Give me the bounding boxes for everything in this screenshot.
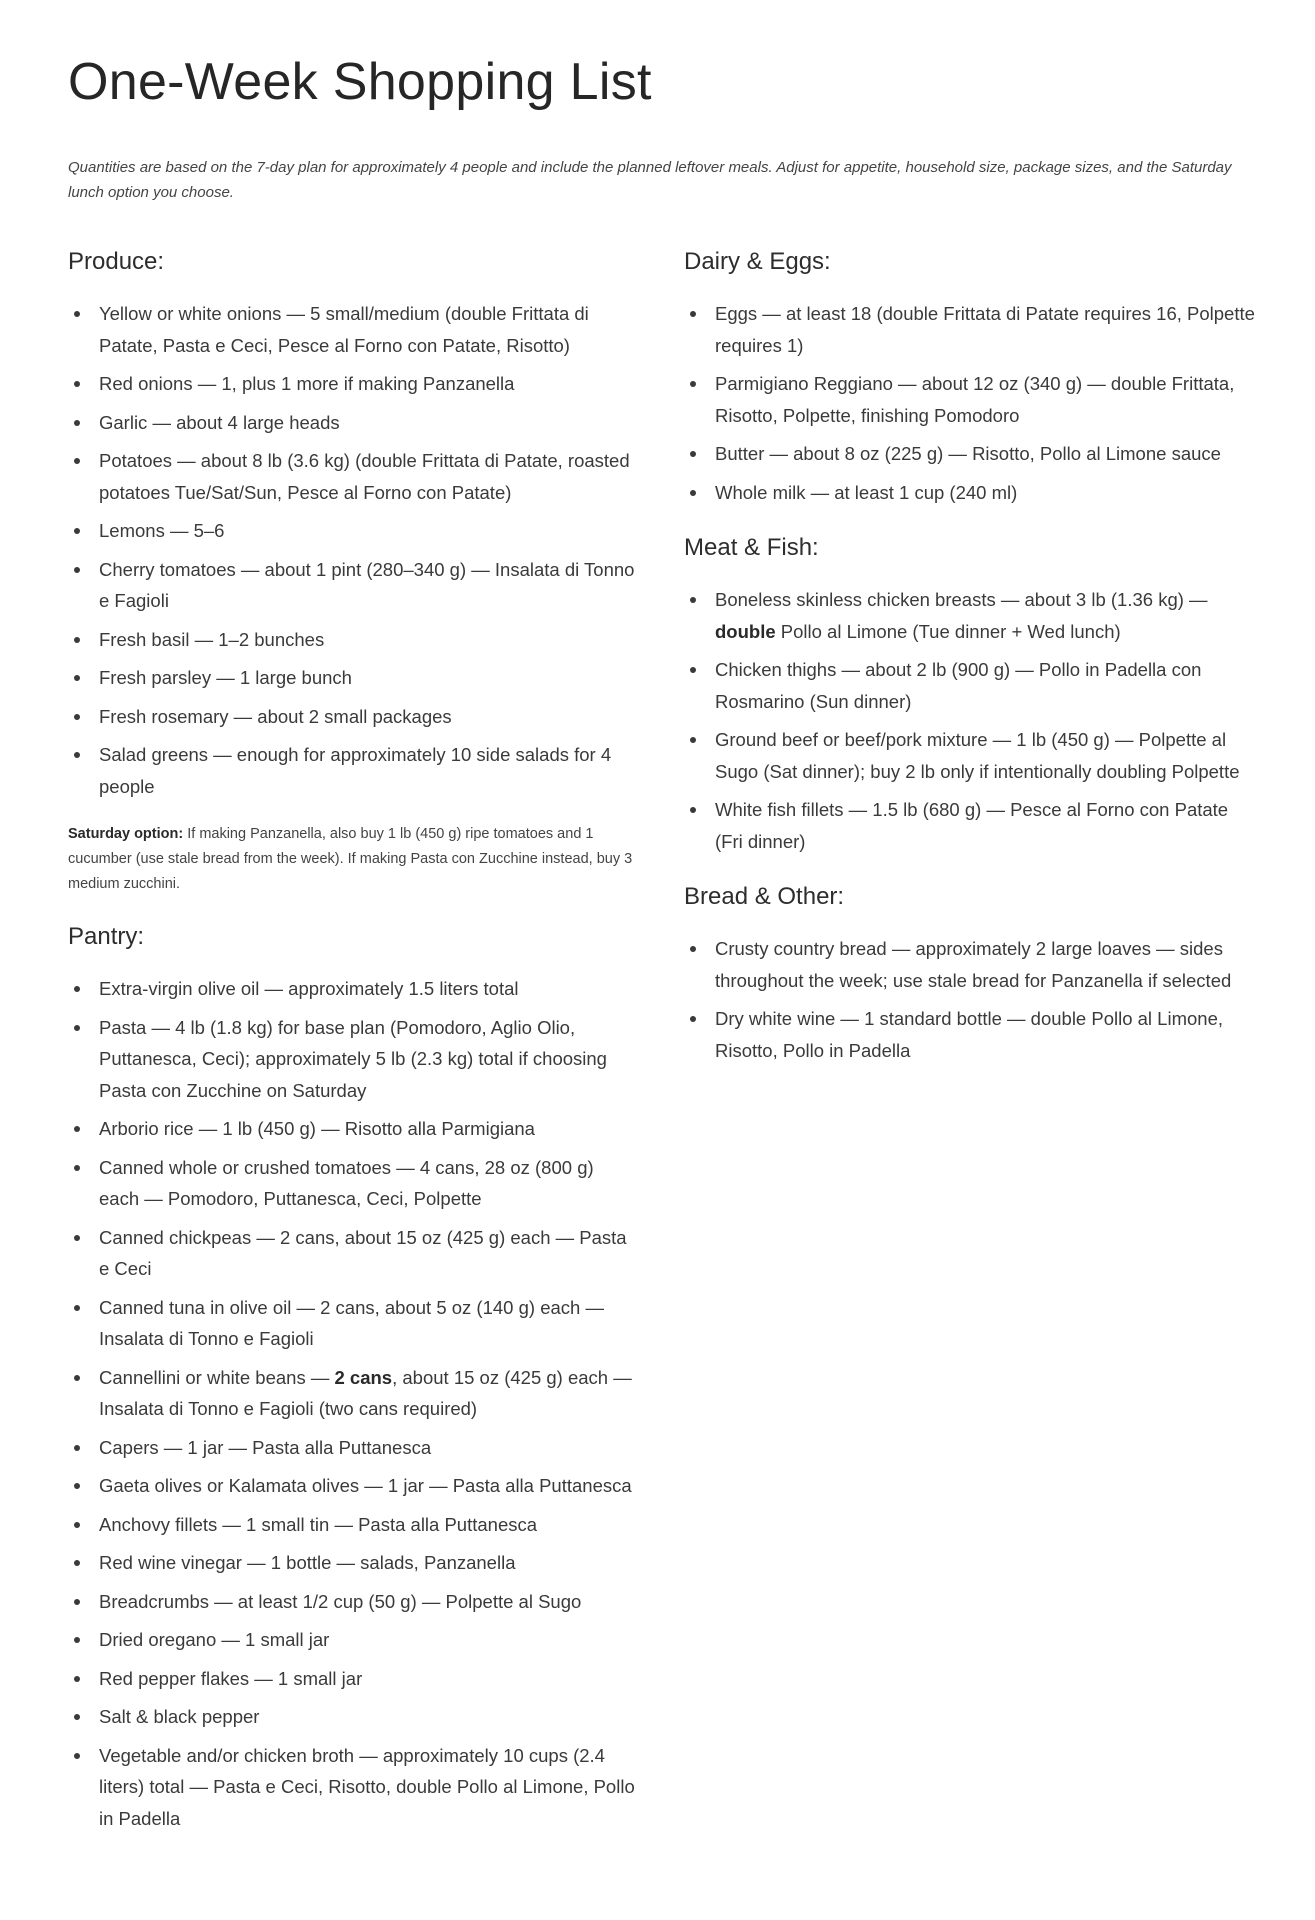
bullet-icon <box>690 1016 696 1022</box>
bread-list <box>684 933 1259 1066</box>
list-item: Anchovy fillets — 1 small tin — Pasta alla Puttanesca <box>68 1509 638 1541</box>
bullet-icon <box>74 1445 80 1451</box>
intro-note: Quantities are based on the 7-day plan for approximately 4 people and include the planned leftover meals. Adjust for appetite, household size, package sizes, and the Saturday lunch option you choose. <box>68 159 1232 201</box>
bullet-icon <box>74 675 80 681</box>
list-item: Garlic — about 4 large heads <box>68 407 638 439</box>
bullet-icon <box>690 451 696 457</box>
bullet-icon <box>74 1375 80 1381</box>
bullet-icon <box>74 458 80 464</box>
list-item: Fresh rosemary — about 2 small packages <box>68 701 638 733</box>
note-label: Saturday option: <box>68 826 184 842</box>
bullet-icon <box>74 1165 80 1171</box>
produce-heading: Produce: <box>68 248 165 275</box>
list-item: Pasta — 4 lb (1.8 kg) for base plan (Pomodoro, Aglio Olio, Puttanesca, Ceci); approximately 5 lb (2.3 kg) total if choosing Pasta con Zucchine on Saturday <box>68 1012 638 1107</box>
bullet-icon <box>74 1714 80 1720</box>
left-column <box>68 248 638 1860</box>
bullet-icon <box>690 381 696 387</box>
bullet-icon <box>690 946 696 952</box>
meat-list <box>684 584 1259 857</box>
list-item: Potatoes — about 8 lb (3.6 kg) (double Frittata di Patate, roasted potatoes Tue/Sat/Sun, Pesce al Forno con Patate) <box>68 445 638 508</box>
bread-section <box>684 883 1259 1066</box>
list-item: Cannellini or white beans — 2 cans, about 15 oz (425 g) each — Insalata di Tonno e Fagioli (two cans required) <box>68 1362 638 1425</box>
bullet-icon <box>74 381 80 387</box>
list-item: Extra-virgin olive oil — approximately 1.5 liters total <box>68 973 638 1005</box>
bullet-icon <box>74 637 80 643</box>
meat-section <box>684 534 1259 857</box>
list-item: Red wine vinegar — 1 bottle — salads, Panzanella <box>68 1547 638 1579</box>
list-item: Chicken thighs — about 2 lb (900 g) — Pollo in Padella con Rosmarino (Sun dinner) <box>684 654 1259 717</box>
bullet-icon <box>74 1637 80 1643</box>
bullet-icon <box>690 737 696 743</box>
bullet-icon <box>74 1560 80 1566</box>
list-item: Dried oregano — 1 small jar <box>68 1624 638 1656</box>
bullet-icon <box>74 752 80 758</box>
bullet-icon <box>690 807 696 813</box>
list-item: White fish fillets — 1.5 lb (680 g) — Pesce al Forno con Patate (Fri dinner) <box>684 794 1259 857</box>
list-item: Fresh basil — 1–2 bunches <box>68 624 638 656</box>
bullet-icon <box>74 420 80 426</box>
pantry-list <box>68 973 638 1834</box>
bullet-icon <box>74 1676 80 1682</box>
saturday-option-note <box>68 822 638 897</box>
bullet-icon <box>74 1753 80 1759</box>
list-item: Eggs — at least 18 (double Frittata di Patate requires 16, Polpette requires 1) <box>684 298 1259 361</box>
meat-heading: Meat & Fish: <box>684 534 819 561</box>
right-column <box>684 248 1259 1092</box>
pantry-section <box>68 923 638 1834</box>
bullet-icon <box>74 528 80 534</box>
list-item: Parmigiano Reggiano — about 12 oz (340 g) — double Frittata, Risotto, Polpette, finishing Pomodoro <box>684 368 1259 431</box>
list-item: Crusty country bread — approximately 2 large loaves — sides throughout the week; use stale bread for Panzanella if selected <box>684 933 1259 996</box>
list-item: Whole milk — at least 1 cup (240 ml) <box>684 477 1259 509</box>
bullet-icon <box>74 567 80 573</box>
bullet-icon <box>74 311 80 317</box>
bullet-icon <box>74 1522 80 1528</box>
list-item: Gaeta olives or Kalamata olives — 1 jar — Pasta alla Puttanesca <box>68 1470 638 1502</box>
bullet-icon <box>74 1126 80 1132</box>
bullet-icon <box>74 714 80 720</box>
list-item: Lemons — 5–6 <box>68 515 638 547</box>
bullet-icon <box>74 1599 80 1605</box>
list-item: Arborio rice — 1 lb (450 g) — Risotto alla Parmigiana <box>68 1113 638 1145</box>
bullet-icon <box>74 1305 80 1311</box>
list-item: Capers — 1 jar — Pasta alla Puttanesca <box>68 1432 638 1464</box>
note-text: If making Panzanella, also buy 1 lb (450 g) ripe tomatoes and 1 cucumber (use stale bread from the week). If making Pasta con Zucchine instead, buy 3 medium zucchini. <box>68 826 633 892</box>
bullet-icon <box>74 1235 80 1241</box>
list-item: Salad greens — enough for approximately 10 side salads for 4 people <box>68 739 638 802</box>
list-item: Salt & black pepper <box>68 1701 638 1733</box>
bullet-icon <box>74 1025 80 1031</box>
list-item: Canned tuna in olive oil — 2 cans, about 5 oz (140 g) each — Insalata di Tonno e Fagioli <box>68 1292 638 1355</box>
dairy-list <box>684 298 1259 508</box>
dairy-section <box>684 248 1259 508</box>
bullet-icon <box>74 1483 80 1489</box>
page-title: One-Week Shopping List <box>68 53 652 111</box>
bullet-icon <box>690 311 696 317</box>
bullet-icon <box>690 667 696 673</box>
bread-heading: Bread & Other: <box>684 883 845 910</box>
list-item: Red pepper flakes — 1 small jar <box>68 1663 638 1695</box>
list-item: Boneless skinless chicken breasts — about 3 lb (1.36 kg) — double Pollo al Limone (Tue dinner + Wed lunch) <box>684 584 1259 647</box>
list-item: Dry white wine — 1 standard bottle — double Pollo al Limone, Risotto, Pollo in Padella <box>684 1003 1259 1066</box>
pantry-heading: Pantry: <box>68 923 145 950</box>
bullet-icon <box>690 597 696 603</box>
list-item: Ground beef or beef/pork mixture — 1 lb (450 g) — Polpette al Sugo (Sat dinner); buy 2 lb only if intentionally doubling Polpette <box>684 724 1259 787</box>
list-item: Red onions — 1, plus 1 more if making Panzanella <box>68 368 638 400</box>
list-item: Yellow or white onions — 5 small/medium (double Frittata di Patate, Pasta e Ceci, Pesce al Forno con Patate, Risotto) <box>68 298 638 361</box>
bullet-icon <box>74 986 80 992</box>
produce-list <box>68 298 638 802</box>
produce-section <box>68 248 638 802</box>
list-item: Breadcrumbs — at least 1/2 cup (50 g) — Polpette al Sugo <box>68 1586 638 1618</box>
list-item: Fresh parsley — 1 large bunch <box>68 662 638 694</box>
list-item: Cherry tomatoes — about 1 pint (280–340 g) — Insalata di Tonno e Fagioli <box>68 554 638 617</box>
bullet-icon <box>690 490 696 496</box>
list-item: Vegetable and/or chicken broth — approximately 10 cups (2.4 liters) total — Pasta e Ceci, Risotto, double Pollo al Limone, Pollo in Padella <box>68 1740 638 1835</box>
list-item: Canned chickpeas — 2 cans, about 15 oz (425 g) each — Pasta e Ceci <box>68 1222 638 1285</box>
list-item: Butter — about 8 oz (225 g) — Risotto, Pollo al Limone sauce <box>684 438 1259 470</box>
dairy-heading: Dairy & Eggs: <box>684 248 831 275</box>
list-item: Canned whole or crushed tomatoes — 4 cans, 28 oz (800 g) each — Pomodoro, Puttanesca, Ceci, Polpette <box>68 1152 638 1215</box>
